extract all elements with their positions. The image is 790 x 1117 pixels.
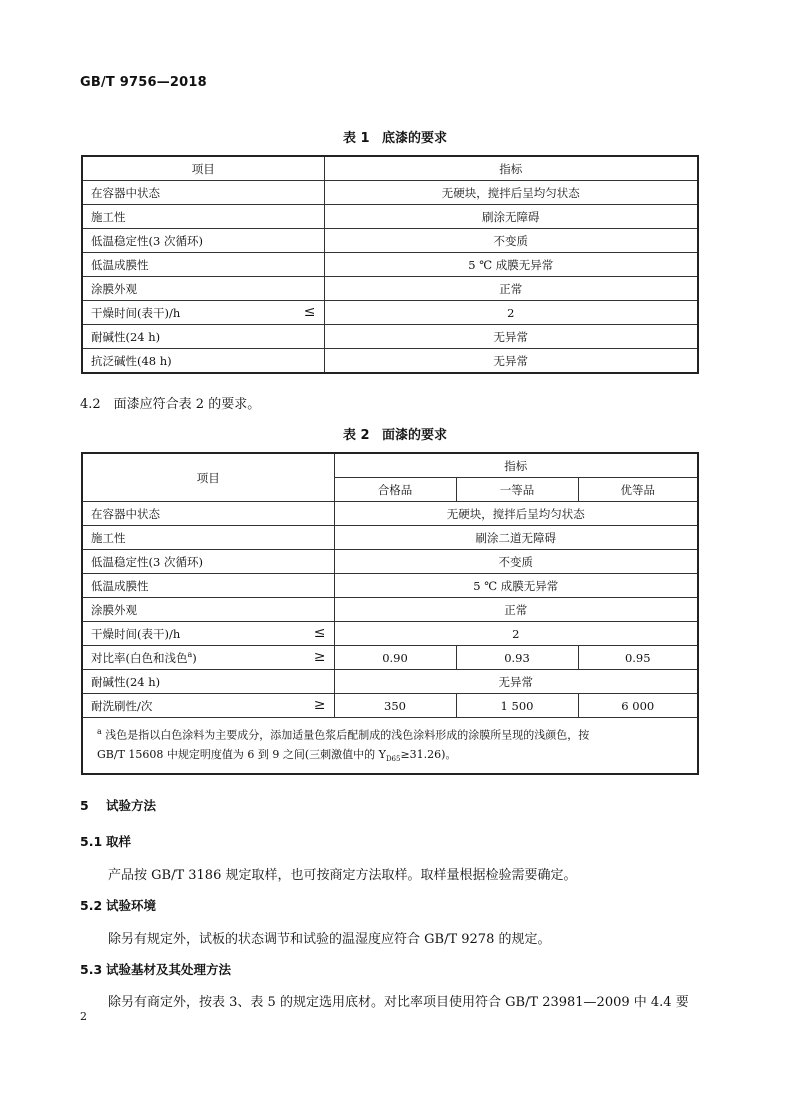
section-number: 5.1 — [80, 834, 103, 849]
row-item: 施工性 — [82, 205, 324, 229]
row-value: 2 — [324, 301, 698, 325]
row-item: 对比率(白色和浅色 — [91, 650, 188, 665]
section-title: 试验基材及其处理方法 — [106, 962, 232, 977]
row-item: 耐碱性(24 h) — [82, 670, 334, 694]
table-row — [82, 349, 698, 374]
row-item: 低温稳定性(3 次循环) — [82, 229, 324, 253]
section-title: 试验环境 — [106, 898, 157, 913]
table-row — [82, 622, 698, 646]
value-superior: 0.95 — [578, 646, 698, 670]
row-item-cell — [82, 694, 334, 718]
footnote-ref: a — [187, 649, 193, 659]
row-item: 干燥时间(表干)/h — [91, 626, 181, 641]
table1 — [81, 155, 699, 374]
footnote-line2: GB/T 15608 中规定明度值为 6 到 9 之间(三刺激值中的 Y — [97, 747, 386, 761]
table2 — [81, 452, 699, 775]
value-qualified: 350 — [334, 694, 456, 718]
table-row — [82, 502, 698, 526]
table1-caption — [0, 127, 790, 146]
row-value: 无异常 — [334, 670, 698, 694]
greater-equal-symbol: ≥ — [313, 649, 326, 665]
section-5-2-text: 除另有规定外，试板的状态调节和试验的温湿度应符合 GB/T 9278 的规定。 — [108, 932, 551, 947]
table1-title: 底漆的要求 — [382, 131, 448, 146]
row-item: 抗泛碱性(48 h) — [82, 349, 324, 374]
grade-qualified: 合格品 — [334, 478, 456, 502]
section-5-1-heading — [80, 832, 131, 850]
row-item: 低温成膜性 — [82, 253, 324, 277]
section-number: 5.3 — [80, 962, 103, 977]
section-title: 取样 — [106, 834, 132, 849]
value-first-class: 0.93 — [456, 646, 578, 670]
col-header-index: 指标 — [334, 453, 698, 478]
greater-equal-symbol: ≥ — [313, 697, 326, 713]
table1-label: 表 1 — [342, 131, 370, 146]
grade-superior: 优等品 — [578, 478, 698, 502]
col-header-item: 项目 — [82, 453, 334, 502]
table2-label: 表 2 — [342, 428, 370, 443]
section-number: 5.2 — [80, 898, 103, 913]
row-value: 无异常 — [324, 325, 698, 349]
footnote-line2-end: ≥31.26)。 — [400, 747, 457, 761]
row-value: 正常 — [334, 598, 698, 622]
footnote-mark: a — [97, 727, 102, 736]
row-item-cell — [82, 622, 334, 646]
col-header-index: 指标 — [324, 156, 698, 181]
row-value: 无硬块，搅拌后呈均匀状态 — [324, 181, 698, 205]
section-5-1-text: 产品按 GB/T 3186 规定取样，也可按商定方法取样。取样量根据检验需要确定。 — [108, 868, 577, 883]
row-item: 低温成膜性 — [82, 574, 334, 598]
less-equal-symbol: ≤ — [303, 304, 316, 320]
table-row — [82, 670, 698, 694]
value-first-class: 1 500 — [456, 694, 578, 718]
table-footnote — [82, 718, 698, 774]
table-header-row — [82, 156, 698, 181]
row-item: 低温稳定性(3 次循环) — [82, 550, 334, 574]
section-number: 5 — [80, 798, 89, 813]
row-value: 无硬块，搅拌后呈均匀状态 — [334, 502, 698, 526]
footnote-subscript: D65 — [385, 754, 401, 763]
less-equal-symbol: ≤ — [313, 625, 326, 641]
row-item: 耐洗刷性/次 — [91, 698, 153, 713]
table-row — [82, 550, 698, 574]
value-qualified: 0.90 — [334, 646, 456, 670]
row-item: 在容器中状态 — [82, 502, 334, 526]
row-item-cell — [82, 646, 334, 670]
table-row — [82, 253, 698, 277]
row-item: 涂膜外观 — [82, 277, 324, 301]
row-value: 不变质 — [334, 550, 698, 574]
table-row — [82, 526, 698, 550]
section-5-heading — [80, 796, 156, 814]
table-row — [82, 694, 698, 718]
value-superior: 6 000 — [578, 694, 698, 718]
table-row — [82, 205, 698, 229]
paragraph-4-2: 4.2 面漆应符合表 2 的要求。 — [80, 397, 261, 412]
row-value: 不变质 — [324, 229, 698, 253]
standard-id-header: GB/T 9756—2018 — [80, 75, 207, 90]
table-row — [82, 301, 698, 325]
row-item: 耐碱性(24 h) — [82, 325, 324, 349]
section-title: 试验方法 — [106, 798, 157, 813]
table2-title: 面漆的要求 — [382, 428, 448, 443]
grade-first-class: 一等品 — [456, 478, 578, 502]
row-item-cell — [82, 301, 324, 325]
row-item: 涂膜外观 — [82, 598, 334, 622]
section-5-3-heading — [80, 960, 231, 978]
table-row — [82, 598, 698, 622]
row-item: 干燥时间(表干)/h — [91, 305, 181, 320]
col-header-item: 项目 — [82, 156, 324, 181]
table-row — [82, 574, 698, 598]
footnote-line1: 浅色是指以白色涂料为主要成分，添加适量色浆后配制成的浅色涂料形成的涂膜所呈现的浅颜色，按 — [105, 728, 590, 742]
table-footnote-row — [82, 718, 698, 774]
row-value: 5 ℃ 成膜无异常 — [334, 574, 698, 598]
table-row — [82, 229, 698, 253]
row-value: 无异常 — [324, 349, 698, 374]
table-row — [82, 181, 698, 205]
row-value: 5 ℃ 成膜无异常 — [324, 253, 698, 277]
row-value: 刷涂无障碍 — [324, 205, 698, 229]
row-value: 刷涂二道无障碍 — [334, 526, 698, 550]
row-value: 2 — [334, 622, 698, 646]
table-header-row — [82, 453, 698, 478]
row-item-end: ) — [192, 650, 197, 665]
section-5-2-heading — [80, 896, 156, 914]
row-item: 施工性 — [82, 526, 334, 550]
page-number: 2 — [80, 1010, 87, 1023]
table2-caption — [0, 424, 790, 443]
row-item: 在容器中状态 — [82, 181, 324, 205]
section-5-3-text: 除另有商定外，按表 3、表 5 的规定选用底材。对比率项目使用符合 GB/T 23981—2009 中 4.4 要 — [108, 995, 689, 1010]
table-row — [82, 325, 698, 349]
table-row — [82, 646, 698, 670]
row-value: 正常 — [324, 277, 698, 301]
table-row — [82, 277, 698, 301]
